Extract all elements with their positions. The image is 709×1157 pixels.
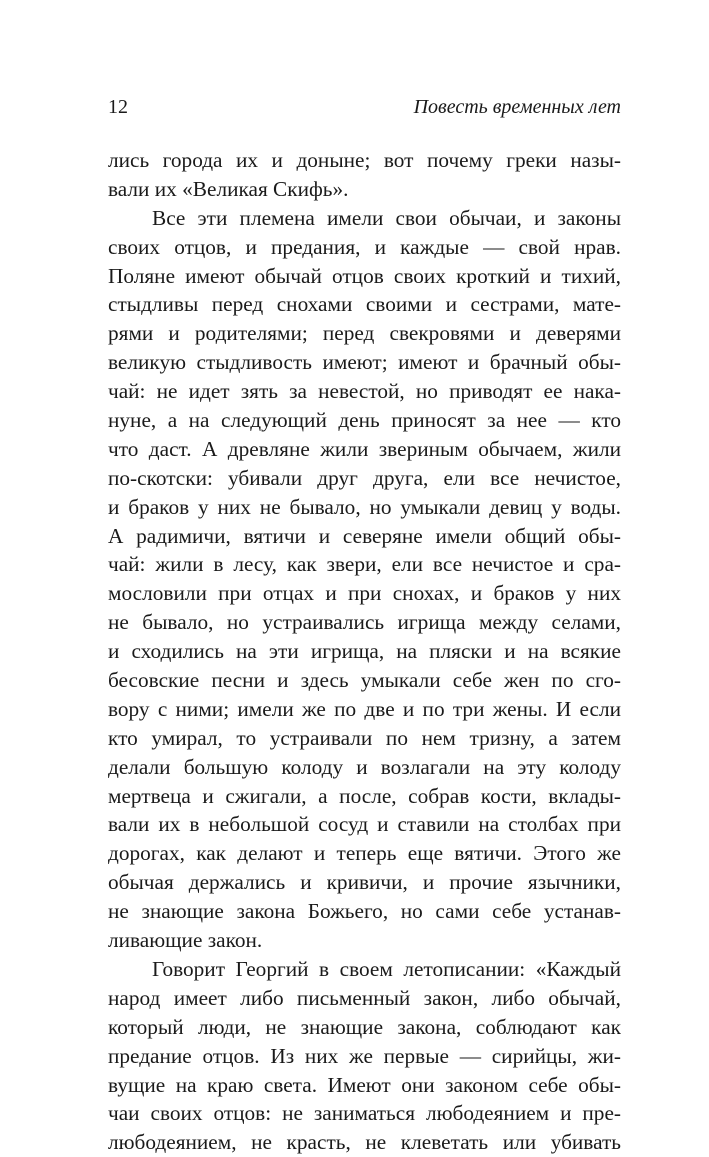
text-line: Все эти племена имели свои обычаи, и законы	[152, 205, 621, 230]
text-line: что даст. А древляне жили звериным обычаем, жили	[108, 436, 621, 461]
running-head	[108, 96, 621, 124]
book-title: Повесть временных лет	[413, 96, 621, 118]
text-line: мословили при отцах и при снохах, и браков у них	[108, 581, 621, 606]
body-text	[108, 146, 621, 1157]
text-line: чай: жили в лесу, как звери, ели все нечистое и сра-	[108, 552, 621, 577]
text-line: вущие на краю света. Имеют они законом себе обы-	[108, 1072, 621, 1097]
text-line: своих отцов, и предания, и каждые — свой нрав.	[108, 234, 621, 259]
text-line: вали их в небольшой сосуд и ставили на столбах при	[108, 812, 621, 837]
text-line: вору с ними; имели же по две и по три жены. И если	[108, 696, 621, 721]
text-line: предание отцов. Из них же первые — сирийцы, жи-	[108, 1043, 621, 1068]
text-line: любодеянием, не красть, не клеветать или убивать	[108, 1130, 621, 1155]
text-line: великую стыдливость имеют; имеют и брачный обы-	[108, 350, 621, 375]
text-line: стыдливы перед снохами своими и сестрами, мате-	[108, 292, 621, 317]
text-line: лись города их и доныне; вот почему греки назы-	[108, 148, 621, 172]
text-line: не знающие закона Божьего, но сами себе устанав-	[108, 899, 621, 924]
text-line: бесовские песни и здесь умыкали себе жен по сго-	[108, 668, 621, 693]
text-line: ливающие закон.	[108, 928, 263, 953]
text-line: народ имеет либо письменный закон, либо обычай,	[108, 985, 621, 1010]
text-line: чай: не идет зять за невестой, но приводят ее нака-	[108, 379, 621, 404]
paragraph	[108, 204, 621, 955]
text-line: который люди, не знающие закона, соблюдают как	[108, 1014, 621, 1039]
text-line: Говорит Георгий в своем летописании: «Каждый	[152, 956, 621, 981]
paragraph	[108, 955, 621, 1157]
text-line: кто умирал, то устраивали по нем тризну, а затем	[108, 725, 621, 750]
text-line: и сходились на эти игрища, на пляски и на всякие	[108, 639, 621, 664]
text-line: не бывало, но устраивались игрища между селами,	[108, 610, 621, 635]
text-line: дорогах, как делают и теперь еще вятичи. Этого же	[108, 841, 621, 866]
text-line: Поляне имеют обычай отцов своих кроткий и тихий,	[108, 263, 621, 288]
text-line: мертвеца и сжигали, а после, собрав кости, вклады-	[108, 783, 621, 808]
page-number: 12	[108, 96, 128, 118]
text-line: и браков у них не бывало, но умыкали девиц у воды.	[108, 494, 621, 519]
paragraph	[108, 146, 621, 204]
text-line: обычая держались и кривичи, и прочие язычники,	[108, 870, 621, 895]
text-line: вали их «Великая Скифь».	[108, 176, 349, 201]
text-line: А радимичи, вятичи и северяне имели общий обы-	[108, 523, 621, 548]
text-line: делали большую колоду и возлагали на эту колоду	[108, 754, 621, 779]
text-line: рями и родителями; перед свекровями и деверями	[108, 321, 621, 346]
text-line: по-скотски: убивали друг друга, ели все нечистое,	[108, 465, 621, 490]
text-line: нуне, а на следующий день приносят за нее — кто	[108, 408, 621, 433]
text-line: чаи своих отцов: не заниматься любодеянием и пре-	[108, 1101, 621, 1126]
